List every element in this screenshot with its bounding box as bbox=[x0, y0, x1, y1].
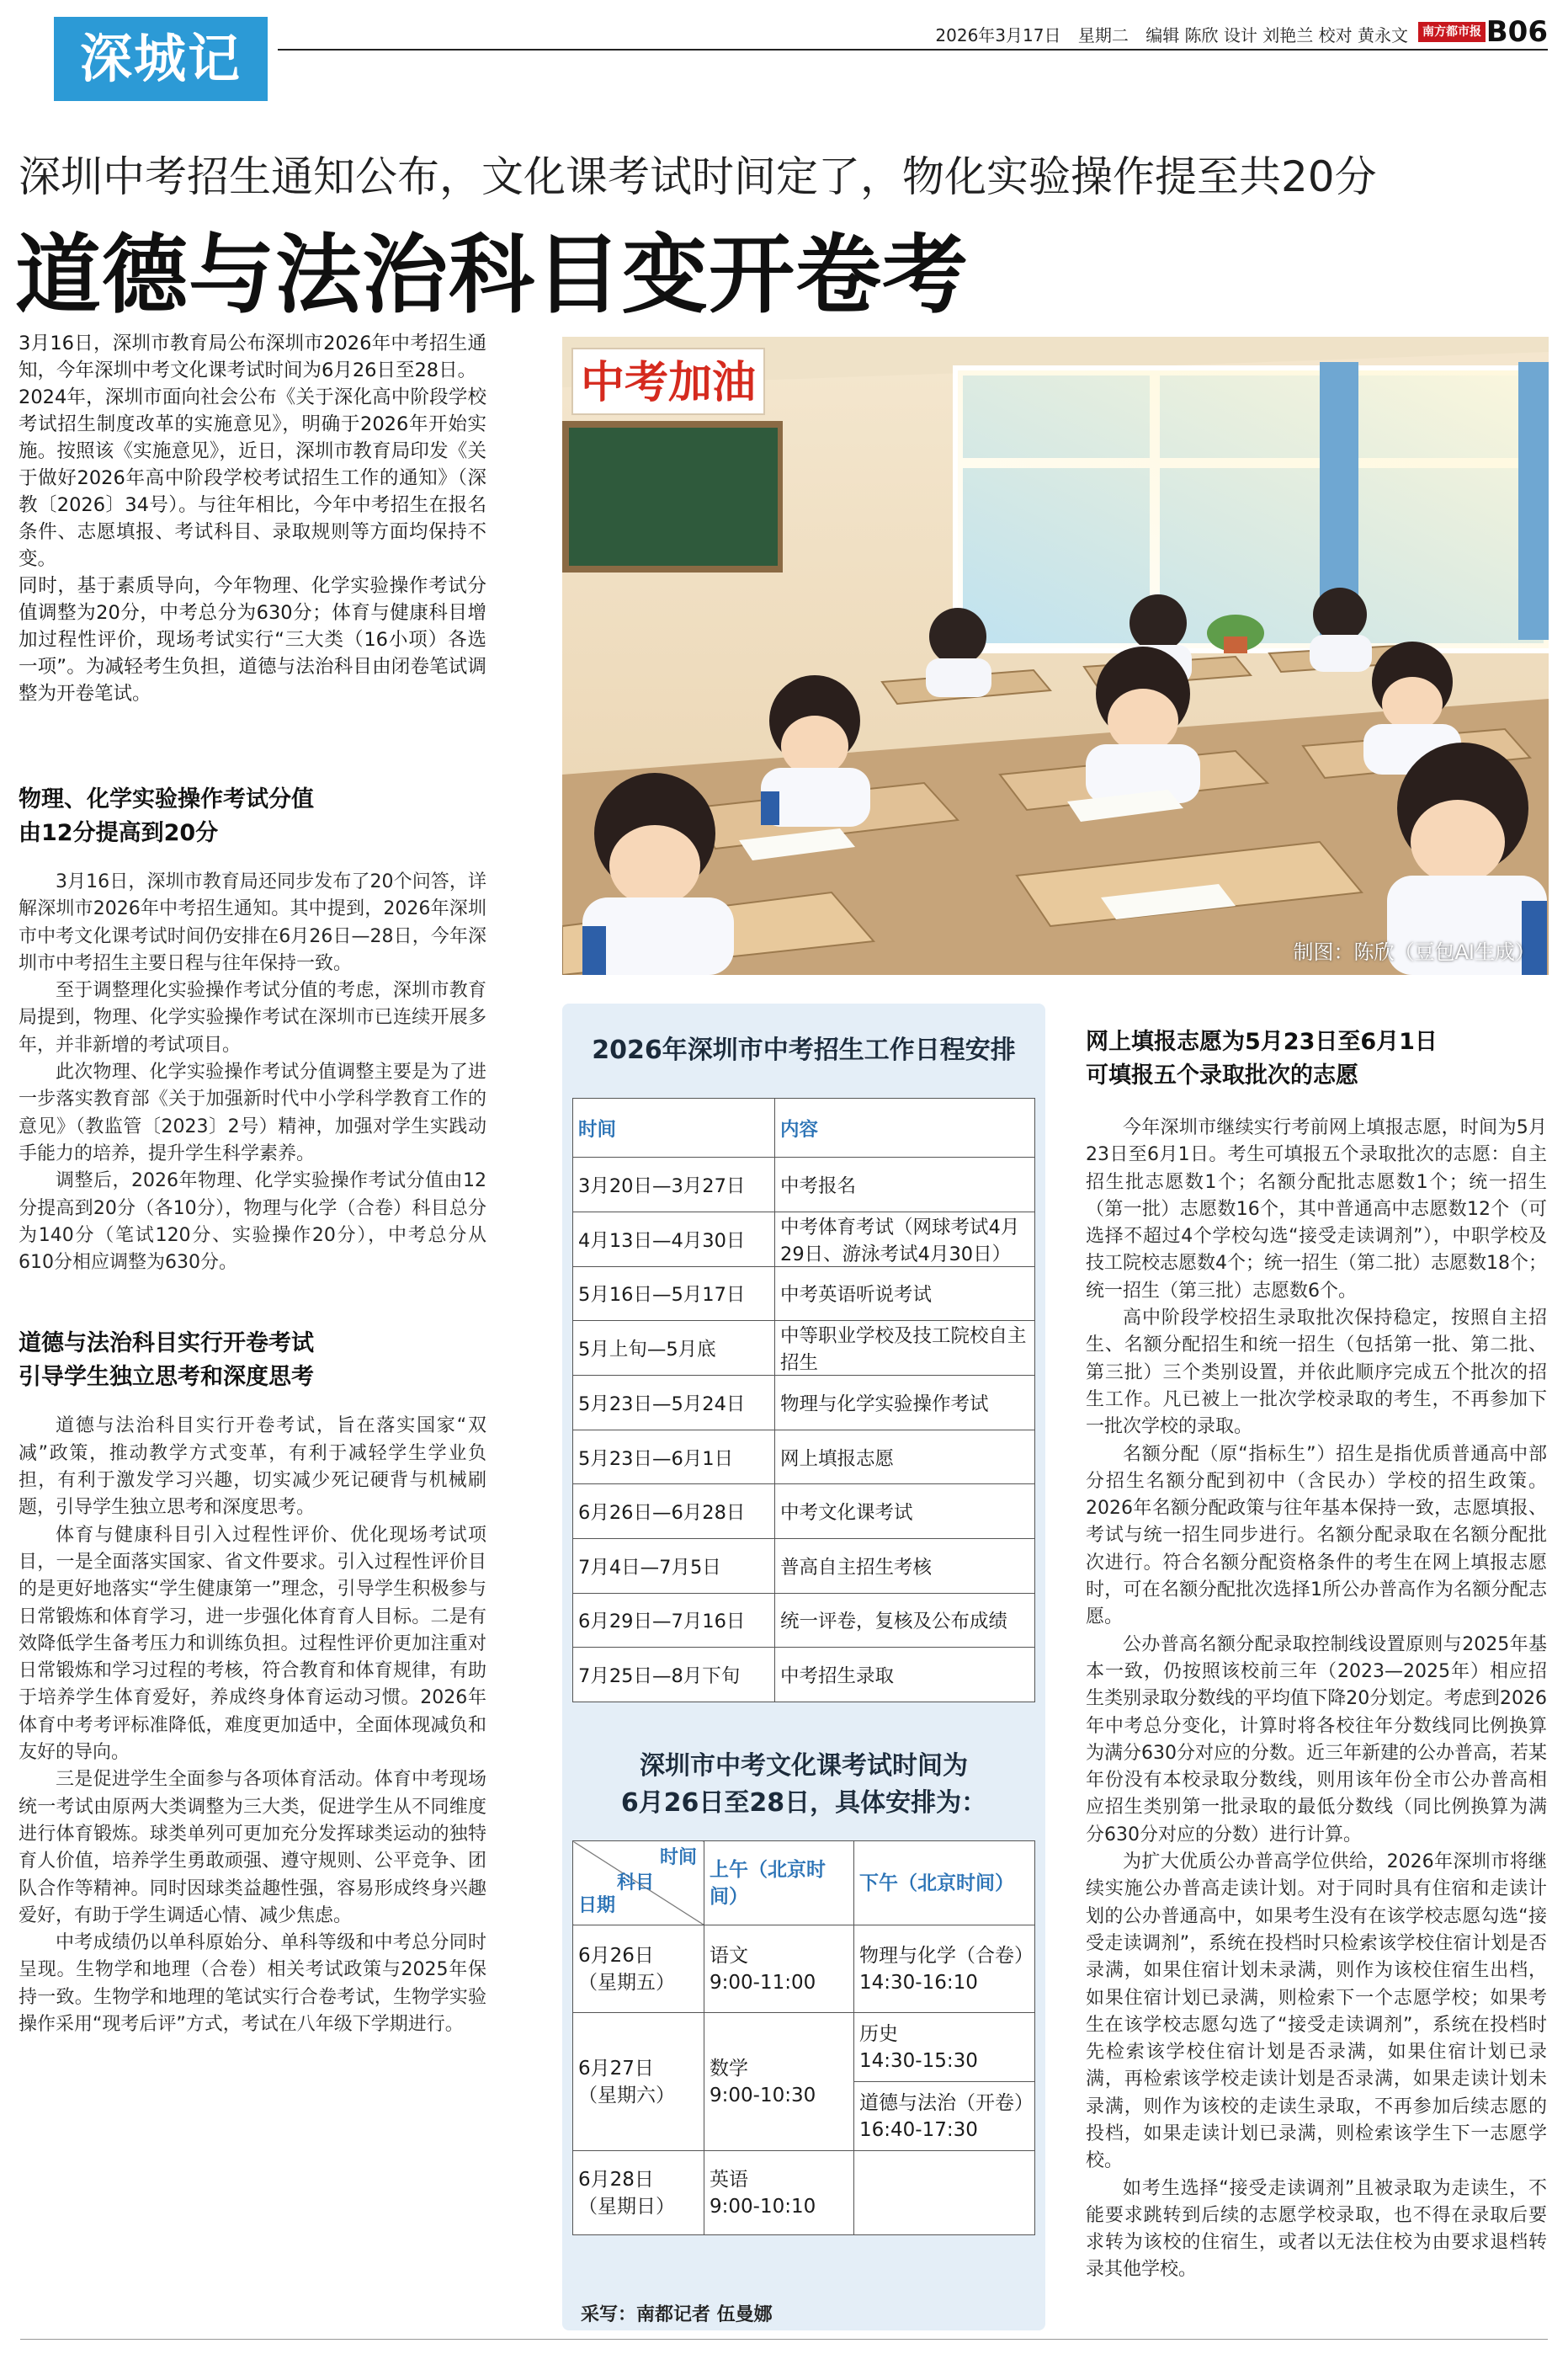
exam-date-cell bbox=[573, 1925, 704, 2013]
exam-weekday: （星期六） bbox=[578, 2084, 675, 2106]
table-row bbox=[573, 1376, 1035, 1430]
exam-time: 9:00-11:00 bbox=[710, 1971, 816, 1994]
exam-row bbox=[573, 2013, 1035, 2082]
editor-credits: 编辑 陈欣 设计 刘艳兰 校对 黄永文 bbox=[1145, 25, 1408, 45]
table-row bbox=[573, 1648, 1035, 1702]
am-exam-cell bbox=[704, 2151, 854, 2235]
am-exam-cell bbox=[704, 2013, 854, 2151]
header-rule bbox=[278, 49, 1548, 51]
schedule-time: 5月16日—5月17日 bbox=[573, 1266, 775, 1321]
article-headline: 道德与法治科目变开卷考 bbox=[15, 226, 969, 326]
banner-text: 中考加油 bbox=[580, 358, 757, 408]
body-paragraph: 此次物理、化学实验操作考试分值调整主要是为了进一步落实教育部《关于加强新时代中小学科学教育工作的意见》（教监管〔2023〕2号）精神，加强对学生实践动手能力的培养，提升学生科学素养。 bbox=[19, 1062, 486, 1164]
section-heading bbox=[19, 783, 486, 850]
lead-paragraph: 同时，基于素质导向，今年物理、化学实验操作考试分值调整为20分，中考总分为630分；体育与健康科目增加过程性评价，现场考试实行“三大类（16小项）各选一项”。为减轻考生负担，道德与法治科目由闭卷笔试调整为开卷笔试。 bbox=[19, 575, 486, 705]
table-row bbox=[573, 1593, 1035, 1648]
exam-date: 6月26日 bbox=[578, 1944, 654, 1967]
heading-line: 引导学生独立思考和深度思考 bbox=[19, 1364, 314, 1391]
body-paragraph: 如考生选择“接受走读调剂”且被录取为走读生，不能要求跳转到后续的志愿学校录取，也不得在录取后要求转为该校的住宿生，或者以无法住校为由要求退档转录其他学校。 bbox=[1086, 2177, 1547, 2281]
heading-line: 可填报五个录取批次的志愿 bbox=[1086, 1062, 1358, 1089]
body-paragraph: 调整后，2026年物理、化学实验操作考试分值由12分提高到20分（各10分），物理与化学（合卷）科目总分为140分（笔试120分、实验操作20分），中考总分从610分相应调整为630分。 bbox=[19, 1170, 486, 1274]
schedule-time: 3月20日—3月27日 bbox=[573, 1158, 775, 1212]
schedule-time: 6月29日—7月16日 bbox=[573, 1593, 775, 1648]
schedule-content: 中等职业学校及技工院校自主招生 bbox=[775, 1321, 1035, 1376]
exam-subject: 数学 bbox=[710, 2057, 748, 2080]
pm-exam-cell bbox=[854, 2013, 1035, 2082]
am-header: 上午（北京时间） bbox=[704, 1841, 854, 1925]
schedule-content: 中考招生录取 bbox=[775, 1648, 1035, 1702]
section-body bbox=[1086, 1115, 1547, 2284]
corner-subject-label: 科目 bbox=[617, 1872, 655, 1893]
exam-weekday: （星期五） bbox=[578, 1971, 675, 1994]
image-credit: 制图：陈欣（豆包AI生成） bbox=[1293, 940, 1535, 964]
am-exam-cell bbox=[704, 1925, 854, 2013]
schedule-title: 2026年深圳市中考招生工作日程安排 bbox=[592, 1036, 1016, 1065]
table-row bbox=[573, 1538, 1035, 1593]
table-row bbox=[573, 1484, 1035, 1539]
reporter-credit: 采写：南都记者 伍曼娜 bbox=[581, 2304, 773, 2325]
lead-paragraph: 3月16日，深圳市教育局公布深圳市2026年中考招生通知，今年深圳中考文化课考试时间为6月26日至28日。 bbox=[19, 333, 486, 381]
exam-row bbox=[573, 1925, 1035, 2013]
header-meta bbox=[923, 22, 1408, 46]
left-column bbox=[19, 330, 486, 2038]
schedule-content: 物理与化学实验操作考试 bbox=[775, 1376, 1035, 1430]
exam-date: 6月28日 bbox=[578, 2168, 654, 2191]
corner-cell bbox=[573, 1841, 704, 1925]
page-number: B06 bbox=[1486, 15, 1548, 49]
table-row bbox=[573, 1430, 1035, 1484]
body-paragraph: 道德与法治科目实行开卷考试，旨在落实国家“双减”政策，推动教学方式变革，有利于减轻学生学业负担，有利于激发学习兴趣，切实减少死记硬背与机械刷题，引导学生独立思考和深度思考。 bbox=[19, 1415, 486, 1519]
heading-line: 物理、化学实验操作考试分值 bbox=[19, 786, 314, 812]
body-paragraph: 公办普高名额分配录取控制线设置原则与2025年基本一致，仍按照该校前三年（2023—2025年）相应招生类别录取分数线的平均值下降20分划定。考虑到2026年中考总分变化，计算时将各校往年分数线同比例换算为满分630分对应的分数。近三年新建的公办普高，若某年份没有本校录取分数线，则用该年份全市公办普高相应招生类别第一批录取的最低分数线（同比例换算为满分630分对应的分数）进行计算。 bbox=[1086, 1633, 1547, 1845]
body-paragraph: 三是促进学生全面参与各项体育活动。体育中考现场统一考试由原两大类调整为三大类，促进学生从不同维度进行体育锻炼。球类单列可更加充分发挥球类运动的独特育人价值，培养学生勇敢顽强、遵守规则、公平竞争、团队合作等精神。同时因球类益趣性强，容易形成终身兴趣爱好，有助于学生调适心情、减少焦虑。 bbox=[19, 1769, 486, 1926]
table-header: 内容 bbox=[775, 1099, 1035, 1158]
pm-exam-cell bbox=[854, 2082, 1035, 2151]
classroom-illustration bbox=[562, 337, 1549, 975]
classroom-scene-image bbox=[562, 337, 1549, 975]
schedule-content: 统一评卷，复核及公布成绩 bbox=[775, 1593, 1035, 1648]
exam-subject: 物理与化学（合卷） bbox=[859, 1944, 1034, 1967]
footer-rule bbox=[20, 2339, 1548, 2340]
exam-time: 14:30-16:10 bbox=[859, 1971, 978, 1994]
exam-title-line: 深圳市中考文化课考试时间为 bbox=[640, 1751, 968, 1781]
schedule-content: 中考体育考试（网球考试4月29日、游泳考试4月30日） bbox=[775, 1212, 1035, 1266]
heading-line: 网上填报志愿为5月23日至6月1日 bbox=[1086, 1029, 1438, 1055]
corner-date-label: 日期 bbox=[578, 1895, 616, 1916]
pm-exam-cell bbox=[854, 2151, 1035, 2235]
exam-time: 9:00-10:10 bbox=[710, 2195, 816, 2218]
exam-title-line: 6月26日至28日，具体安排为： bbox=[620, 1788, 987, 1818]
schedule-content: 中考文化课考试 bbox=[775, 1484, 1035, 1539]
exam-subject: 历史 bbox=[859, 2022, 898, 2045]
paper-logo: 南方都市报 bbox=[1418, 22, 1486, 42]
schedule-content: 中考英语听说考试 bbox=[775, 1266, 1035, 1321]
body-paragraph: 至于调整理化实验操作考试分值的考虑，深圳市教育局提到，物理、化学实验操作考试在深圳市已连续开展多年，并非新增的考试项目。 bbox=[19, 980, 486, 1056]
exam-header-row bbox=[573, 1841, 1035, 1925]
table-row bbox=[573, 1212, 1035, 1266]
section-heading bbox=[19, 1327, 486, 1394]
exam-time: 16:40-17:30 bbox=[859, 2118, 978, 2141]
exam-table bbox=[572, 1840, 1035, 2235]
section-body bbox=[19, 1413, 486, 2038]
body-paragraph: 3月16日，深圳市教育局还同步发布了20个问答，详解深圳市2026年中考招生通知。其中提到，2026年深圳市中考文化课考试时间仍安排在6月26日—28日，今年深圳市中考招生主要日程与往年保持一致。 bbox=[19, 871, 486, 974]
heading-line: 由12分提高到20分 bbox=[19, 820, 219, 846]
exam-row bbox=[573, 2151, 1035, 2235]
table-row bbox=[573, 1321, 1035, 1376]
body-paragraph: 今年深圳市继续实行考前网上填报志愿，时间为5月23日至6月1日。考生可填报五个录取批次的志愿：自主招生批志愿数1个；名额分配批志愿数1个；统一招生（第一批）志愿数16个，其中普通高中志愿数12个（可选择不超过4个学校勾选“接受走读调剂”），中职学校及技工院校志愿数4个；统一招生（第二批）志愿数18个；统一招生（第三批）志愿数6个。 bbox=[1086, 1117, 1547, 1302]
section-body bbox=[19, 869, 486, 1276]
schedule-time: 4月13日—4月30日 bbox=[573, 1212, 775, 1266]
schedule-time: 5月23日—6月1日 bbox=[573, 1430, 775, 1484]
section-brand: 深城记 bbox=[54, 17, 268, 101]
issue-date: 2026年3月17日 bbox=[935, 25, 1061, 45]
table-header-row bbox=[573, 1099, 1035, 1158]
issue-weekday: 星期二 bbox=[1077, 25, 1129, 45]
lead-text bbox=[19, 330, 486, 707]
schedule-time: 7月25日—8月下旬 bbox=[573, 1648, 775, 1702]
body-paragraph: 体育与健康科目引入过程性评价、优化现场考试项目，一是全面落实国家、省文件要求。引入过程性评价目的是更好地落实“学生健康第一”理念，引导学生积极参与日常锻炼和体育学习，进一步强化体育育人目标。二是有效降低学生备考压力和训练负担。过程性评价更加注重对日常锻炼和学习过程的考核，符合教育和体育规律，有助于培养学生体育爱好，养成终身体育运动习惯。2026年体育中考考评标准降低，难度更加适中，全面体现减负和友好的导向。 bbox=[19, 1524, 486, 1764]
corner-time-label: 时间 bbox=[659, 1847, 697, 1868]
section-heading bbox=[1086, 1025, 1547, 1093]
body-paragraph: 为扩大优质公办普高学位供给，2026年深圳市将继续实施公办普高走读计划。对于同时具有住宿和走读计划的公办普通高中，如果考生没有在该学校志愿勾选“接受走读调剂”，系统在投档时只检索该学校住宿计划是否录满，如果住宿计划未录满，则作为该校住宿生出档，如果住宿计划已录满，则检索下一个志愿学校；如果考生在该学校志愿勾选了“接受走读调剂”，系统在投档时先检索该学校住宿计划是否录满，如果住宿计划已录满，再检索该学校走读计划是否录满，如果走读计划未录满，则作为该校的走读生录取，不再参加后续志愿的投档，如果走读计划已录满，则检索该学生下一志愿学校。 bbox=[1086, 1851, 1547, 2172]
exam-subject: 英语 bbox=[710, 2168, 748, 2191]
article-subtitle: 深圳中考招生通知公布，文化课考试时间定了，物化实验操作提至共20分 bbox=[19, 152, 1377, 201]
exam-subject: 道德与法治（开卷） bbox=[859, 2091, 1034, 2114]
heading-line: 道德与法治科目实行开卷考试 bbox=[19, 1330, 314, 1357]
table-header: 时间 bbox=[573, 1099, 775, 1158]
right-column bbox=[1086, 1025, 1547, 2284]
exam-time: 14:30-15:30 bbox=[859, 2049, 978, 2072]
exam-weekday: （星期日） bbox=[578, 2195, 675, 2218]
schedule-content: 网上填报志愿 bbox=[775, 1430, 1035, 1484]
body-paragraph: 高中阶段学校招生录取批次保持稳定，按照自主招生、名额分配招生和统一招生（包括第一批、第二批、第三批）三个类别设置，并依此顺序完成五个批次的招生工作。凡已被上一批次学校录取的考生，不再参加下一批次学校的录取。 bbox=[1086, 1307, 1547, 1438]
schedule-content: 普高自主招生考核 bbox=[775, 1538, 1035, 1593]
pm-header: 下午（北京时间） bbox=[854, 1841, 1035, 1925]
exam-schedule-title bbox=[562, 1748, 1045, 1822]
schedule-content: 中考报名 bbox=[775, 1158, 1035, 1212]
schedule-time: 5月上旬—5月底 bbox=[573, 1321, 775, 1376]
body-paragraph: 中考成绩仍以单科原始分、单科等级和中考总分同时呈现。生物学和地理（合卷）相关考试政策与2025年保持一致。生物学和地理的笔试实行合卷考试，生物学实验操作采用“现考后评”方式，考试在八年级下学期进行。 bbox=[19, 1932, 486, 2035]
schedule-time: 6月26日—6月28日 bbox=[573, 1484, 775, 1539]
exam-subject: 语文 bbox=[710, 1944, 748, 1967]
lead-paragraph: 2024年，深圳市面向社会公布《关于深化高中阶段学校考试招生制度改革的实施意见》，明确于2026年开始实施。按照该《实施意见》，近日，深圳市教育局印发《关于做好2026年高中阶段学校考试招生工作的通知》（深教〔2026〕34号）。与往年相比，今年中考招生在报名条件、志愿填报、考试科目、录取规则等方面均保持不变。 bbox=[19, 386, 486, 570]
exam-date-cell bbox=[573, 2151, 704, 2235]
table-row bbox=[573, 1266, 1035, 1321]
exam-time: 9:00-10:30 bbox=[710, 2084, 816, 2106]
exam-date: 6月27日 bbox=[578, 2057, 654, 2080]
exam-date-cell bbox=[573, 2013, 704, 2151]
table-row bbox=[573, 1158, 1035, 1212]
schedule-time: 5月23日—5月24日 bbox=[573, 1376, 775, 1430]
schedule-table bbox=[572, 1098, 1035, 1702]
schedule-time: 7月4日—7月5日 bbox=[573, 1538, 775, 1593]
body-paragraph: 名额分配（原“指标生”）招生是指优质普通高中部分招生名额分配到初中（含民办）学校的招生政策。2026年名额分配政策与往年基本保持一致，志愿填报、考试与统一招生同步进行。名额分配录取在名额分配批次进行。符合名额分配资格条件的考生在网上填报志愿时，可在名额分配批次选择1所公办普高作为名额分配志愿。 bbox=[1086, 1443, 1547, 1628]
pm-exam-cell bbox=[854, 1925, 1035, 2013]
